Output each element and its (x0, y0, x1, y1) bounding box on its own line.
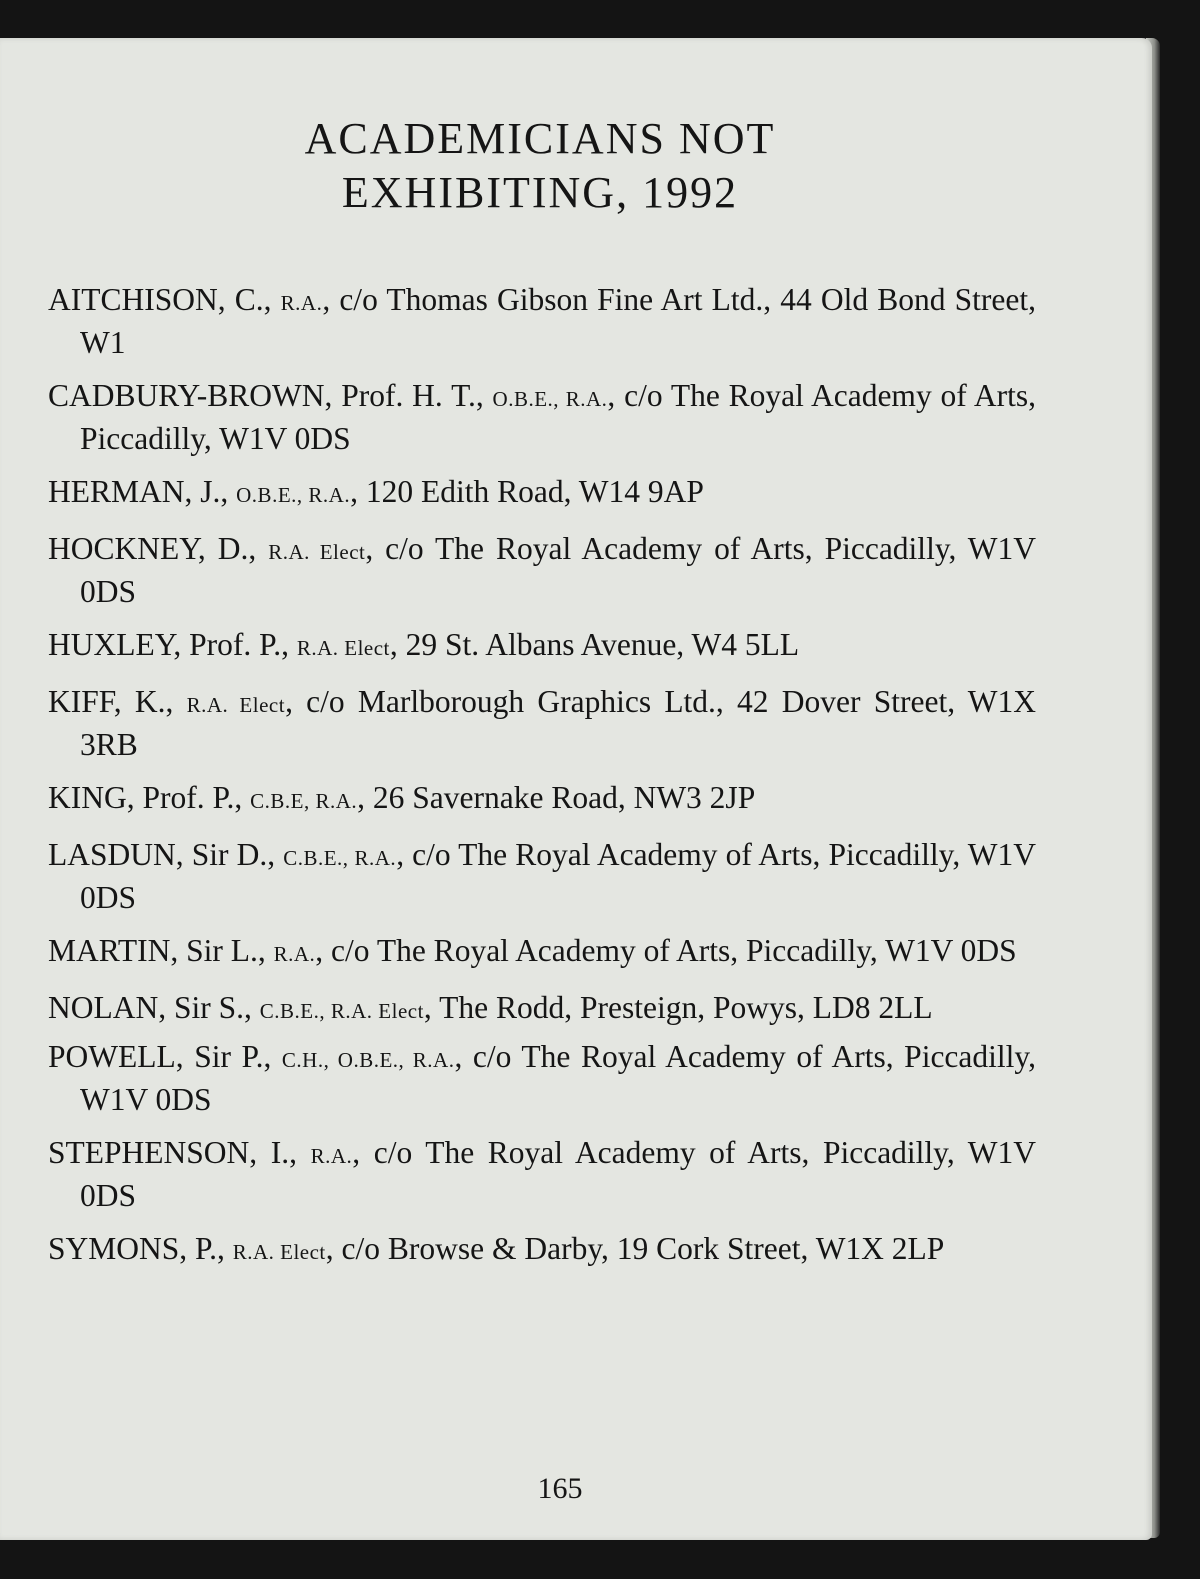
entry-honours: R.A. Elect (268, 540, 366, 564)
entry-honours: R.A. Elect (232, 1240, 326, 1264)
academician-list (48, 280, 1036, 1286)
entry-address: , c/o The Royal Academy of Arts, Piccadilly, W1V 0DS (80, 837, 1037, 915)
entry-honours: R.A. Elect (186, 693, 286, 717)
list-item (48, 625, 1036, 668)
entry-honours: R.A. (310, 1144, 353, 1168)
entry-honours: R.A. (280, 291, 323, 315)
list-item (48, 931, 1036, 974)
entry-name: KIFF, K., (48, 684, 187, 719)
list-item (48, 835, 1036, 917)
entry-honours: C.B.E., R.A. Elect (259, 999, 424, 1023)
entry-name: AITCHISON, C., (48, 282, 281, 317)
page-title (0, 112, 1080, 220)
entry-name: LASDUN, Sir D., (48, 837, 284, 872)
entry-name: HOCKNEY, D., (48, 531, 269, 566)
list-item (48, 682, 1036, 764)
entry-address: , 29 St. Albans Avenue, W4 5LL (389, 627, 800, 662)
entry-honours: R.A. (273, 942, 316, 966)
list-item (48, 1037, 1036, 1119)
list-item (48, 988, 1036, 1031)
entry-address: , c/o The Royal Academy of Arts, Piccadilly, W1V 0DS (80, 531, 1037, 609)
entry-name: NOLAN, Sir S., (48, 990, 260, 1025)
page-number: 165 (537, 1472, 583, 1505)
entry-name: SYMONS, P., (48, 1231, 233, 1266)
entry-name: HUXLEY, Prof. P., (48, 627, 297, 662)
entry-address: , c/o Browse & Darby, 19 Cork Street, W1X 2LP (325, 1231, 945, 1266)
entry-name: STEPHENSON, I., (48, 1135, 311, 1170)
title-line-1: ACADEMICIANS NOT (304, 114, 776, 163)
entry-honours: O.B.E., R.A. (492, 387, 608, 411)
list-item (48, 472, 1036, 515)
entry-address: , c/o Marlborough Graphics Ltd., 42 Dover Street, W1X 3RB (80, 684, 1037, 762)
entry-name: KING, Prof. P., (48, 780, 251, 815)
entry-name: POWELL, Sir P., (48, 1039, 282, 1074)
entry-name: MARTIN, Sir L., (48, 933, 274, 968)
entry-honours: C.B.E., R.A. (283, 846, 397, 870)
list-item (48, 1229, 1036, 1272)
entry-address: , c/o Thomas Gibson Fine Art Ltd., 44 Old Bond Street, W1 (80, 282, 1036, 360)
title-line-2: EXHIBITING, 1992 (341, 168, 739, 217)
list-item (48, 280, 1036, 362)
entry-address: , The Rodd, Presteign, Powys, LD8 2LL (423, 990, 933, 1025)
entry-honours: R.A. Elect (296, 636, 390, 660)
entry-honours: C.B.E, R.A. (250, 789, 358, 813)
entry-address: , 120 Edith Road, W14 9AP (350, 474, 704, 509)
entry-honours: O.B.E., R.A. (236, 483, 351, 507)
list-item (48, 376, 1036, 458)
entry-address: , c/o The Royal Academy of Arts, Piccadilly, W1V 0DS (80, 1135, 1037, 1213)
list-item (48, 1133, 1036, 1215)
entry-name: CADBURY-BROWN, Prof. H. T., (48, 378, 493, 413)
list-item (48, 778, 1036, 821)
entry-honours: C.H., O.B.E., R.A. (281, 1048, 455, 1072)
entry-address: , c/o The Royal Academy of Arts, Piccadilly, W1V 0DS (80, 1039, 1036, 1117)
entry-address: , c/o The Royal Academy of Arts, Piccadilly, W1V 0DS (80, 378, 1036, 456)
entry-name: HERMAN, J., (48, 474, 237, 509)
list-item (48, 529, 1036, 611)
entry-address: , 26 Savernake Road, NW3 2JP (357, 780, 756, 815)
entry-address: , c/o The Royal Academy of Arts, Piccadilly, W1V 0DS (315, 933, 1017, 968)
